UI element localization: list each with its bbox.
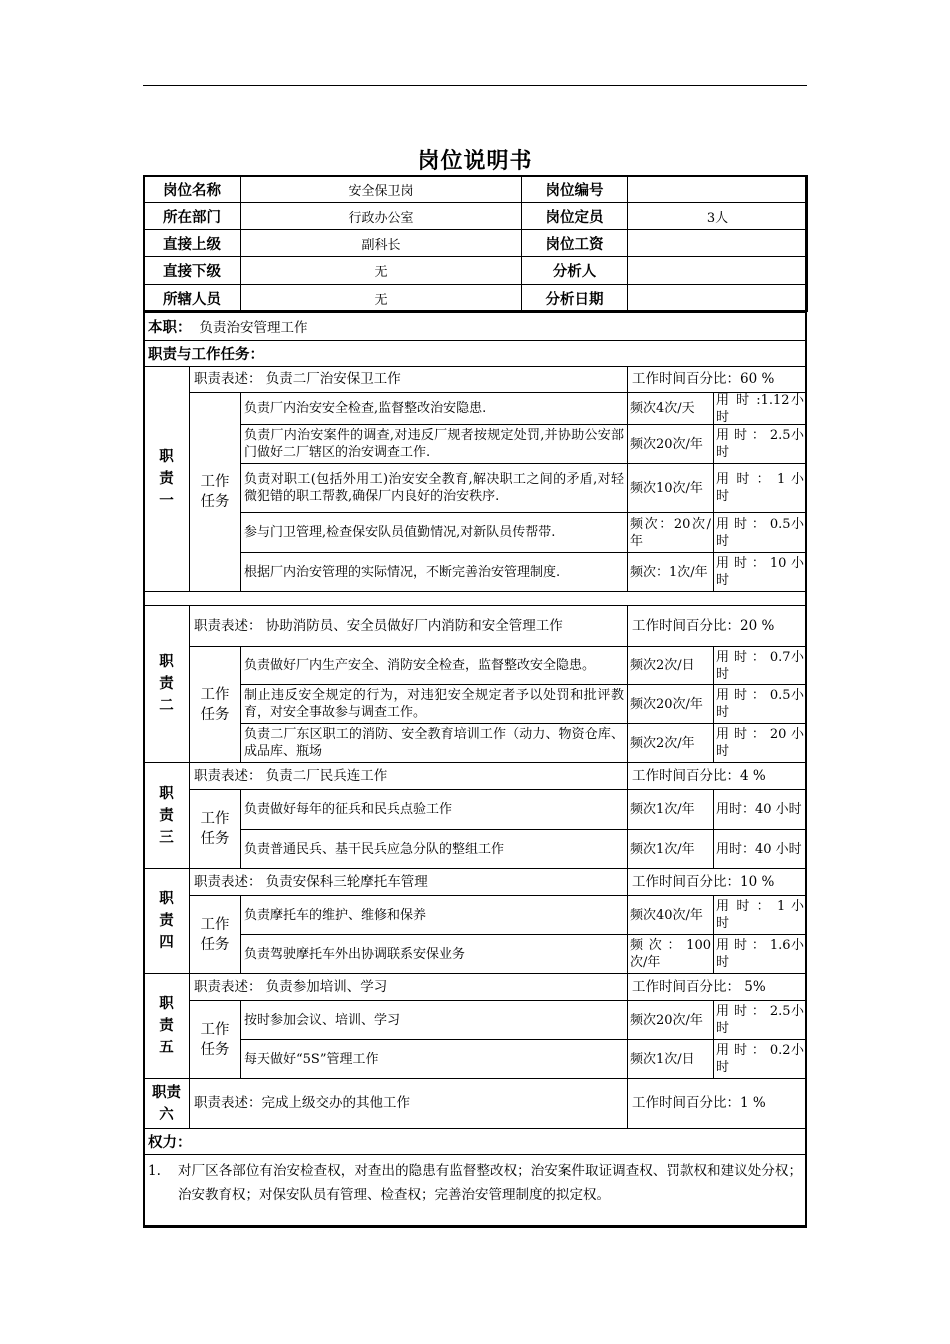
info-label <box>521 256 628 285</box>
info-label-text: 直接上级 <box>163 236 221 253</box>
task-frequency <box>627 723 714 763</box>
task-text <box>240 552 628 592</box>
info-value <box>627 202 808 230</box>
task-duration-text: 用时：40 小时 <box>716 841 802 857</box>
info-label-text: 所辖人员 <box>163 291 221 308</box>
duty-time-percent <box>627 973 807 1001</box>
info-label-text: 岗位工资 <box>545 236 604 253</box>
task-text <box>240 646 628 685</box>
task-text <box>240 424 628 464</box>
duty-time-percent-text: 工作时间百分比：10 % <box>632 873 775 890</box>
rights-header <box>143 1128 807 1155</box>
info-value <box>240 256 522 285</box>
task-text <box>240 1039 628 1079</box>
task-duration <box>713 552 807 592</box>
task-frequency-text: 频次20次/年 <box>630 696 703 712</box>
info-label-text: 分析日期 <box>545 291 604 308</box>
task-text-text: 负责驾驶摩托车外出协调联系安保业务 <box>244 946 466 962</box>
task-text-text: 根据厂内治安管理的实际情况，不断完善治安管理制度. <box>244 564 561 580</box>
duties-header-text: 职责与工作任务： <box>148 347 264 363</box>
task-frequency <box>627 895 714 935</box>
task-duration-text: 用 时 ： 0.7小时 <box>716 649 804 682</box>
task-label-text: 工作任务 <box>200 916 230 953</box>
duty-statement <box>189 366 628 393</box>
task-text-text: 负责做好厂内生产安全、消防安全检查，监督整改安全隐患。 <box>244 658 596 673</box>
info-label-text: 分析人 <box>552 264 597 280</box>
duty-statement-text: 职责表述： 负责参加培训、学习 <box>194 978 388 995</box>
task-text-text: 按时参加会议、培训、学习 <box>244 1012 401 1028</box>
task-duration-text: 用 时 ： 10 小时 <box>716 556 804 588</box>
task-duration <box>713 463 807 513</box>
info-value <box>627 229 808 257</box>
task-text-text: 负责二厂东区职工的消防、安全教育培训工作（动力、物资仓库、成品库、瓶场 <box>244 727 624 759</box>
task-text-text: 负责对职工(包括外用工)治安安全教育,解决职工之间的矛盾,对轻微犯错的职工帮教,确保厂内良好的治安秩序. <box>244 472 624 504</box>
task-text <box>240 895 628 935</box>
task-duration-text: 用 时 ： 2.5小时 <box>716 1004 804 1036</box>
task-frequency-text: 频次2次/年 <box>630 735 695 751</box>
task-duration-text: 用时：40 小时 <box>716 802 802 817</box>
duty-head-text: 职责二 <box>159 654 174 714</box>
task-duration <box>713 424 807 464</box>
rights-item-text: 对厂区各部位有治安检查权，对查出的隐患有监督整改权；治安案件取证调查权、罚款权和建议处分权；治安教育权；对保安队员有管理、检查权；完善治安管理制度的拟定权。 <box>178 1163 802 1203</box>
task-duration <box>713 895 807 935</box>
info-value-text: 3人 <box>706 210 729 226</box>
task-duration-text: 用 时 ： 1 小时 <box>716 472 804 504</box>
task-text <box>240 1000 628 1040</box>
duty-time-percent-text: 工作时间百分比：20 % <box>632 617 775 634</box>
duty-statement <box>189 1078 628 1129</box>
task-duration <box>713 723 807 763</box>
task-duration <box>713 684 807 724</box>
task-duration <box>713 392 807 425</box>
task-duration <box>713 646 807 685</box>
task-frequency <box>627 552 714 592</box>
duty-statement-text: 职责表述： 负责二厂民兵连工作 <box>194 767 388 784</box>
rights-item <box>148 1159 802 1207</box>
task-label <box>189 1000 241 1079</box>
duty-head <box>143 762 190 869</box>
info-label <box>521 284 628 312</box>
duty-statement <box>189 762 628 790</box>
info-value <box>627 175 808 203</box>
task-text <box>240 684 628 724</box>
task-frequency-text: 频次10次/年 <box>630 480 703 496</box>
info-label <box>143 284 241 312</box>
task-label-text: 工作任务 <box>200 811 230 847</box>
duties-header <box>143 340 807 367</box>
task-duration <box>713 934 807 974</box>
duty-head-text: 职责四 <box>159 891 174 951</box>
rights-body <box>143 1154 807 1227</box>
duty-head <box>143 1078 190 1129</box>
rights-item-number: 1. <box>148 1163 161 1179</box>
task-duration <box>713 512 807 553</box>
task-text <box>240 723 628 763</box>
task-frequency-text: 频次1次/年 <box>630 802 695 817</box>
task-duration <box>713 789 807 830</box>
duty-time-percent <box>627 366 807 393</box>
duty-time-percent <box>627 762 807 790</box>
task-duration-text: 用 时 ： 0.5小时 <box>716 688 804 720</box>
task-text <box>240 829 628 869</box>
task-text <box>240 392 628 425</box>
info-label <box>143 175 241 203</box>
duty-head-text: 职责一 <box>159 449 174 509</box>
duty-head <box>143 366 190 592</box>
task-label-text: 工作任务 <box>200 1021 230 1058</box>
info-value-text: 安全保卫岗 <box>348 183 414 199</box>
task-frequency <box>627 512 714 553</box>
duty-head <box>143 973 190 1079</box>
task-text <box>240 463 628 513</box>
info-label <box>143 229 241 257</box>
main-duty-label: 本职： <box>148 319 192 336</box>
duty-statement-text: 职责表述： 负责二厂治安保卫工作 <box>194 371 401 387</box>
task-text-text: 参与门卫管理,检查保安队员值勤情况,对新队员传帮带. <box>244 525 556 540</box>
info-label <box>143 256 241 285</box>
task-frequency <box>627 463 714 513</box>
duty-time-percent <box>627 1078 807 1129</box>
info-value-text: 无 <box>374 265 388 280</box>
task-frequency-text: 频次1次/年 <box>630 841 695 857</box>
duty-statement <box>189 868 628 896</box>
task-frequency <box>627 684 714 724</box>
task-frequency-text: 频次4次/天 <box>630 401 695 416</box>
task-duration-text: 用 时 ： 0.5小时 <box>716 516 804 549</box>
task-frequency <box>627 934 714 974</box>
info-label-text: 所在部门 <box>163 209 221 226</box>
info-value-text: 副科长 <box>361 237 401 253</box>
task-frequency <box>627 829 714 869</box>
task-duration <box>713 829 807 869</box>
task-frequency <box>627 424 714 464</box>
duty-time-percent-text: 工作时间百分比： 5% <box>632 978 766 995</box>
task-text-text: 负责做好每年的征兵和民兵点验工作 <box>244 802 453 817</box>
task-frequency-text: 频 次 ： 100次/年 <box>630 938 711 970</box>
task-frequency <box>627 646 714 685</box>
document-title: 岗位说明书 <box>417 149 533 174</box>
task-frequency <box>627 789 714 830</box>
task-frequency <box>627 1000 714 1040</box>
main-duty-text: 负责治安管理工作 <box>199 320 308 336</box>
task-duration-text: 用 时 ： 1 小时 <box>716 899 804 931</box>
duty-statement-text: 职责表述： 协助消防员、安全员做好厂内消防和安全管理工作 <box>194 617 563 634</box>
task-text-text: 负责摩托车的维护、维修和保养 <box>244 907 427 923</box>
duty-head-text: 职责五 <box>159 996 174 1056</box>
info-label-text: 岗位名称 <box>163 182 221 199</box>
info-value <box>240 284 522 312</box>
info-value <box>627 256 808 285</box>
info-value <box>240 175 522 203</box>
task-frequency <box>627 1039 714 1079</box>
task-duration <box>713 1039 807 1079</box>
info-label-text: 岗位编号 <box>545 182 604 199</box>
rights-header-text: 权力： <box>148 1135 192 1151</box>
task-label-text: 工作任务 <box>200 686 230 723</box>
task-frequency-text: 频次1次/日 <box>630 1051 695 1067</box>
task-text-text: 负责厂内治安安全检查,监督整改治安隐患. <box>244 401 487 416</box>
task-duration-text: 用 时 ： 0.2小时 <box>716 1043 804 1075</box>
task-duration-text: 用 时 ： 1.6小时 <box>716 938 804 970</box>
duty-statement <box>189 973 628 1001</box>
task-label <box>189 895 241 974</box>
task-label <box>189 646 241 763</box>
task-text <box>240 512 628 553</box>
task-frequency-text: 频次20次/年 <box>630 1012 703 1028</box>
info-label <box>143 202 241 230</box>
info-label <box>521 229 628 257</box>
task-text-text: 负责普通民兵、基干民兵应急分队的整组工作 <box>244 841 505 857</box>
duty-time-percent-text: 工作时间百分比：1 % <box>632 1095 766 1111</box>
info-value-text: 行政办公室 <box>348 210 414 226</box>
duty-statement-text: 职责表述： 负责安保科三轮摩托车管理 <box>194 873 428 890</box>
task-text-text: 负责厂内治安案件的调查,对违反厂规者按规定处罚,并协助公安部门做好二厂辖区的治安调查工作. <box>244 428 624 460</box>
task-frequency-text: 频次：20次/年 <box>630 516 711 549</box>
duty-head-text: 职责三 <box>159 785 174 846</box>
info-value-text: 无 <box>374 292 388 308</box>
duty-statement <box>189 605 628 647</box>
task-frequency-text: 频次40次/年 <box>630 907 703 923</box>
info-label <box>521 202 628 230</box>
duty-time-percent <box>627 868 807 896</box>
info-label-text: 岗位定员 <box>545 209 604 226</box>
task-frequency <box>627 392 714 425</box>
task-duration-text: 用 时 :1.12小时 <box>716 392 804 425</box>
duty-statement-text: 职责表述：完成上级交办的其他工作 <box>194 1095 410 1111</box>
info-value <box>240 202 522 230</box>
task-frequency-text: 频次20次/年 <box>630 436 703 452</box>
task-duration-text: 用 时 ： 20 小时 <box>716 727 804 759</box>
info-label <box>521 175 628 203</box>
duty-time-percent-text: 工作时间百分比：4 % <box>632 767 766 784</box>
duty-time-percent-text: 工作时间百分比：60 % <box>632 371 775 387</box>
task-frequency-text: 频次2次/日 <box>630 658 695 673</box>
task-duration <box>713 1000 807 1040</box>
duty-head <box>143 605 190 763</box>
duty-head <box>143 868 190 974</box>
task-text <box>240 789 628 830</box>
task-text-text: 每天做好“5S”管理工作 <box>244 1051 379 1067</box>
task-text-text: 制止违反安全规定的行为，对违犯安全规定者予以处罚和批评教育，对安全事故参与调查工作。 <box>244 688 624 720</box>
info-value <box>627 284 808 312</box>
task-text <box>240 934 628 974</box>
task-frequency-text: 频次：1次/年 <box>630 564 708 580</box>
task-duration-text: 用 时 ： 2.5小时 <box>716 428 804 460</box>
info-value <box>240 229 522 257</box>
main-duty-row <box>143 311 807 341</box>
task-label-text: 工作任务 <box>200 474 230 510</box>
task-label <box>189 789 241 869</box>
task-label <box>189 392 241 592</box>
info-label-text: 直接下级 <box>163 264 221 280</box>
duty-time-percent <box>627 605 807 647</box>
duty-head-text: 职责六 <box>152 1084 181 1123</box>
